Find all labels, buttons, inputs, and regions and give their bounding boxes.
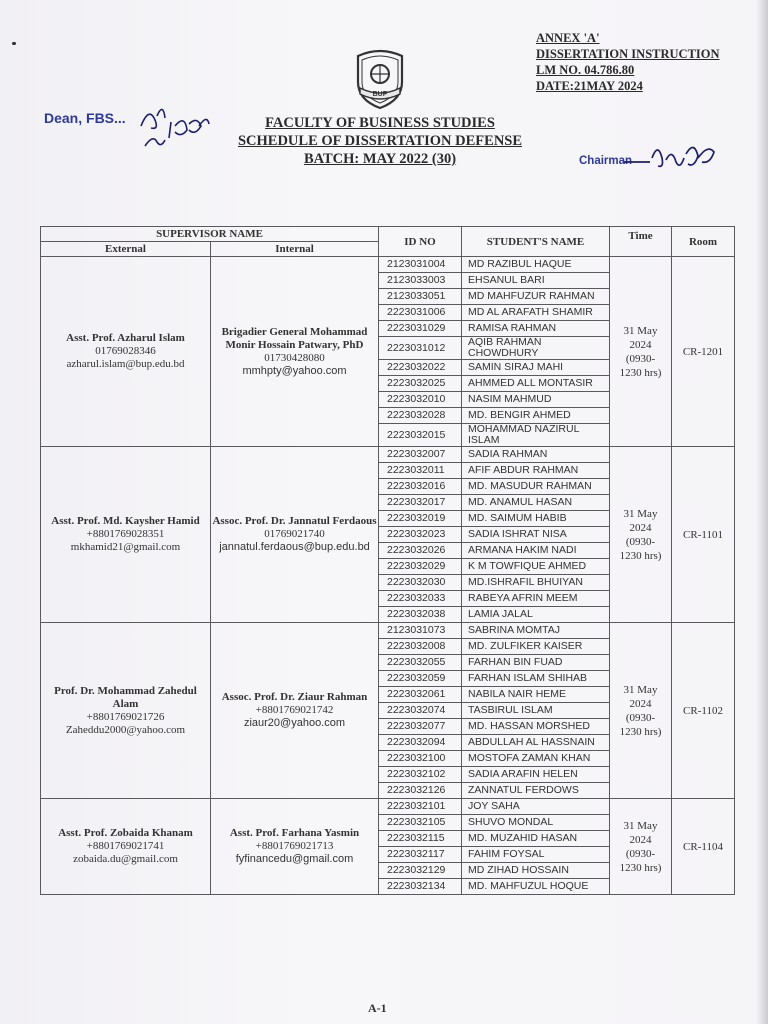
- table-row: [41, 799, 735, 815]
- student-id-cell: 2223032105: [379, 815, 462, 831]
- student-name-cell: MD. BENGIR AHMED: [462, 408, 610, 424]
- internal-supervisor-cell: [211, 447, 379, 623]
- id-header: ID NO: [379, 227, 462, 257]
- table-row: [41, 257, 735, 273]
- student-name-cell: MD AL ARAFATH SHAMIR: [462, 305, 610, 321]
- defense-time-cell: 31 May 2024 (0930- 1230 hrs): [610, 623, 672, 799]
- defense-time-cell: 31 May 2024 (0930- 1230 hrs): [610, 447, 672, 623]
- student-name-cell: SABRINA MOMTAJ: [462, 623, 610, 639]
- ink-speck: [12, 42, 16, 45]
- internal-supervisor-name: Assoc. Prof. Dr. Jannatul Ferdaous: [212, 515, 377, 527]
- student-name-cell: MD. MAHFUZUL HOQUE: [462, 879, 610, 895]
- student-name-cell: MD.ISHRAFIL BHUIYAN: [462, 575, 610, 591]
- student-id-cell: 2123033051: [379, 289, 462, 305]
- student-id-cell: 2223032017: [379, 495, 462, 511]
- student-name-cell: NABILA NAIR HEME: [462, 687, 610, 703]
- external-supervisor-cell: [41, 799, 211, 895]
- student-name-cell: RABEYA AFRIN MEEM: [462, 591, 610, 607]
- student-id-cell: 2123031004: [379, 257, 462, 273]
- external-supervisor-phone: 01769028346: [95, 345, 156, 357]
- student-id-cell: 2123031073: [379, 623, 462, 639]
- student-id-cell: 2223032101: [379, 799, 462, 815]
- student-name-cell: MD. SAIMUM HABIB: [462, 511, 610, 527]
- student-name-cell: MD RAZIBUL HAQUE: [462, 257, 610, 273]
- student-name-cell: FAHIM FOYSAL: [462, 847, 610, 863]
- student-id-cell: 2223032055: [379, 655, 462, 671]
- schedule-title: SCHEDULE OF DISSERTATION DEFENSE: [237, 133, 523, 149]
- annex-block: [536, 30, 751, 94]
- external-header: External: [41, 242, 211, 257]
- student-id-cell: 2223031012: [379, 337, 462, 360]
- student-id-cell: 2223032077: [379, 719, 462, 735]
- student-id-cell: 2223032026: [379, 543, 462, 559]
- external-supervisor-cell: [41, 623, 211, 799]
- external-supervisor-phone: +8801769021726: [86, 710, 165, 723]
- student-name-cell: AFIF ABDUR RAHMAN: [462, 463, 610, 479]
- external-supervisor-name: Asst. Prof. Zobaida Khanam: [58, 827, 193, 839]
- student-id-cell: 2223032074: [379, 703, 462, 719]
- student-name-cell: MD. MASUDUR RAHMAN: [462, 479, 610, 495]
- student-id-cell: 2223032134: [379, 879, 462, 895]
- student-name-cell: MOSTOFA ZAMAN KHAN: [462, 751, 610, 767]
- student-name-cell: MOHAMMAD NAZIRUL ISLAM: [462, 424, 610, 447]
- external-supervisor-email: azharul.islam@bup.edu.bd: [66, 358, 185, 370]
- annex-lm-no: LM NO. 04.786.80: [536, 63, 635, 77]
- student-id-cell: 2223032028: [379, 408, 462, 424]
- internal-supervisor-email: fyfinancedu@gmail.com: [235, 853, 354, 865]
- external-supervisor-phone: +8801769021741: [86, 840, 165, 852]
- annex-title: ANNEX 'A': [536, 31, 600, 45]
- student-name-cell: MD MAHFUZUR RAHMAN: [462, 289, 610, 305]
- student-id-cell: 2223032022: [379, 360, 462, 376]
- student-name-cell: MD ZIHAD HOSSAIN: [462, 863, 610, 879]
- defense-time-cell: 31 May 2024 (0930- 1230 hrs): [610, 799, 672, 895]
- student-name-cell: RAMISA RAHMAN: [462, 321, 610, 337]
- student-id-cell: 2223031029: [379, 321, 462, 337]
- student-name-cell: ABDULLAH AL HASSNAIN: [462, 735, 610, 751]
- external-supervisor-name: Prof. Dr. Mohammad Zahedul Alam: [54, 684, 197, 710]
- external-supervisor-cell: [41, 257, 211, 447]
- student-id-cell: 2223032019: [379, 511, 462, 527]
- batch-title: BATCH: MAY 2022 (30): [303, 151, 457, 167]
- internal-supervisor-name: Asst. Prof. Farhana Yasmin: [229, 827, 360, 839]
- student-id-cell: 2223031006: [379, 305, 462, 321]
- room-cell: CR-1104: [672, 799, 735, 895]
- document-titles: [200, 114, 560, 168]
- internal-supervisor-phone: +8801769021713: [255, 840, 334, 852]
- student-name-cell: SADIA ISHRAT NISA: [462, 527, 610, 543]
- room-cell: CR-1101: [672, 447, 735, 623]
- student-id-cell: 2223032100: [379, 751, 462, 767]
- student-id-cell: 2223032115: [379, 831, 462, 847]
- student-id-cell: 2223032025: [379, 376, 462, 392]
- student-id-cell: 2223032102: [379, 767, 462, 783]
- student-name-cell: MD. ANAMUL HASAN: [462, 495, 610, 511]
- student-id-cell: 2223032033: [379, 591, 462, 607]
- student-name-cell: LAMIA JALAL: [462, 607, 610, 623]
- internal-supervisor-email: mmhpty@yahoo.com: [242, 364, 347, 377]
- student-name-cell: SAMIN SIRAJ MAHI: [462, 360, 610, 376]
- student-name-cell: FARHAN BIN FUAD: [462, 655, 610, 671]
- page-edge-shadow: [756, 0, 768, 1024]
- internal-supervisor-name: Assoc. Prof. Dr. Ziaur Rahman: [221, 691, 368, 703]
- student-id-cell: 2223032016: [379, 479, 462, 495]
- room-cell: CR-1102: [672, 623, 735, 799]
- student-id-cell: 2223032008: [379, 639, 462, 655]
- schedule-body: [41, 257, 735, 895]
- student-name-cell: AQIB RAHMAN CHOWDHURY: [462, 337, 610, 360]
- student-name-cell: ZANNATUL FERDOWS: [462, 783, 610, 799]
- chairman-label: Chairman: [579, 155, 633, 167]
- student-id-cell: 2223032023: [379, 527, 462, 543]
- internal-supervisor-name: Brigadier General Mohammad Monir Hossain Patwary, PhD: [221, 325, 368, 351]
- student-header: STUDENT'S NAME: [462, 227, 610, 257]
- room-cell: CR-1201: [672, 257, 735, 447]
- student-name-cell: SHUVO MONDAL: [462, 815, 610, 831]
- student-id-cell: 2223032029: [379, 559, 462, 575]
- student-name-cell: EHSANUL BARI: [462, 273, 610, 289]
- student-id-cell: 2223032038: [379, 607, 462, 623]
- table-row: [41, 447, 735, 463]
- external-supervisor-email: Zaheddu2000@yahoo.com: [65, 723, 186, 736]
- external-supervisor-name: Asst. Prof. Azharul Islam: [66, 332, 185, 344]
- supervisor-header: SUPERVISOR NAME: [41, 227, 379, 242]
- student-id-cell: 2223032059: [379, 671, 462, 687]
- external-supervisor-phone: +8801769028351: [86, 528, 165, 540]
- chairman-signature: [624, 138, 724, 178]
- student-id-cell: 2223032094: [379, 735, 462, 751]
- student-id-cell: 2223032011: [379, 463, 462, 479]
- internal-supervisor-cell: [211, 257, 379, 447]
- external-supervisor-email: mkhamid21@gmail.com: [70, 541, 181, 553]
- student-name-cell: TASBIRUL ISLAM: [462, 703, 610, 719]
- page-number: A-1: [368, 1001, 387, 1015]
- external-supervisor-email: zobaida.du@gmail.com: [73, 853, 178, 865]
- internal-header: Internal: [211, 242, 379, 257]
- external-supervisor-name: Asst. Prof. Md. Kaysher Hamid: [51, 515, 200, 527]
- defense-time-cell: 31 May 2024 (0930- 1230 hrs): [610, 257, 672, 447]
- dean-label: Dean, FBS...: [44, 110, 126, 126]
- schedule-table: [40, 226, 735, 895]
- student-id-cell: 2223032007: [379, 447, 462, 463]
- student-id-cell: 2223032010: [379, 392, 462, 408]
- student-id-cell: 2223032061: [379, 687, 462, 703]
- student-name-cell: FARHAN ISLAM SHIHAB: [462, 671, 610, 687]
- internal-supervisor-phone: 01769021740: [264, 528, 325, 540]
- annex-instruction: DISSERTATION INSTRUCTION: [536, 47, 720, 61]
- bup-crest-logo: [350, 48, 410, 110]
- student-id-cell: 2123033003: [379, 273, 462, 289]
- internal-supervisor-cell: [211, 623, 379, 799]
- internal-supervisor-phone: +8801769021742: [255, 704, 334, 716]
- student-name-cell: AHMMED ALL MONTASIR: [462, 376, 610, 392]
- table-row: [41, 623, 735, 639]
- student-name-cell: K M TOWFIQUE AHMED: [462, 559, 610, 575]
- student-name-cell: SADIA RAHMAN: [462, 447, 610, 463]
- faculty-title: FACULTY OF BUSINESS STUDIES: [265, 115, 495, 131]
- student-name-cell: MD. ZULFIKER KAISER: [462, 639, 610, 655]
- student-id-cell: 2223032030: [379, 575, 462, 591]
- external-supervisor-cell: [41, 447, 211, 623]
- student-name-cell: NASIM MAHMUD: [462, 392, 610, 408]
- student-id-cell: 2223032126: [379, 783, 462, 799]
- student-id-cell: 2223032015: [379, 424, 462, 447]
- time-header: Time: [610, 227, 672, 257]
- logo-text: BUP: [372, 91, 388, 98]
- internal-supervisor-email: ziaur20@yahoo.com: [243, 717, 346, 729]
- student-id-cell: 2223032117: [379, 847, 462, 863]
- annex-date: DATE:21MAY 2024: [536, 79, 643, 93]
- student-name-cell: JOY SAHA: [462, 799, 610, 815]
- student-name-cell: MD. MUZAHID HASAN: [462, 831, 610, 847]
- room-header: Room: [672, 227, 735, 257]
- internal-supervisor-cell: [211, 799, 379, 895]
- student-name-cell: MD. HASSAN MORSHED: [462, 719, 610, 735]
- internal-supervisor-phone: 01730428080: [264, 351, 325, 364]
- student-name-cell: ARMANA HAKIM NADI: [462, 543, 610, 559]
- student-name-cell: SADIA ARAFIN HELEN: [462, 767, 610, 783]
- student-id-cell: 2223032129: [379, 863, 462, 879]
- internal-supervisor-email: jannatul.ferdaous@bup.edu.bd: [219, 541, 370, 553]
